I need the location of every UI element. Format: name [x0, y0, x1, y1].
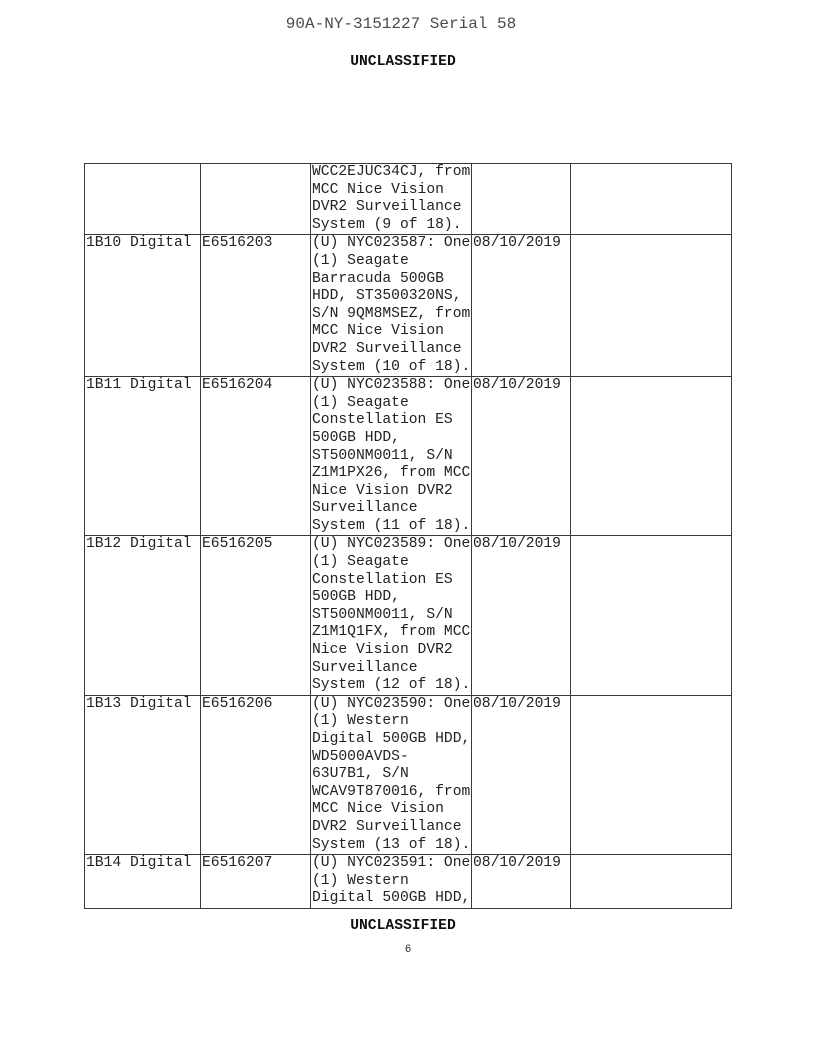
evidence-id-cell: E6516206: [201, 695, 311, 854]
description-cell: WCC2EJUC34CJ, from MCC Nice Vision DVR2 Surveillance System (9 of 18).: [311, 164, 472, 235]
description-cell: (U) NYC023591: One (1) Western Digital 500GB HDD,: [311, 855, 472, 909]
table-row: [85, 235, 732, 377]
blank-cell: [571, 235, 732, 377]
date-cell: 08/10/2019: [472, 377, 571, 536]
date-cell: 08/10/2019: [472, 536, 571, 695]
date-cell: 08/10/2019: [472, 855, 571, 909]
classification-marking-bottom: UNCLASSIFIED: [350, 918, 456, 934]
item-cell: [85, 164, 201, 235]
blank-cell: [571, 855, 732, 909]
evidence-table: [84, 163, 732, 909]
item-cell: 1B11 Digital: [85, 377, 201, 536]
description-cell: (U) NYC023588: One (1) Seagate Constellation ES 500GB HDD, ST500NM0011, S/N Z1M1PX26, from MCC Nice Vision DVR2 Surveillance System (11 of 18).: [311, 377, 472, 536]
evidence-id-cell: E6516204: [201, 377, 311, 536]
table-row: [85, 164, 732, 235]
classification-marking-top: UNCLASSIFIED: [350, 54, 456, 70]
date-cell: [472, 164, 571, 235]
blank-cell: [571, 695, 732, 854]
blank-cell: [571, 164, 732, 235]
item-cell: 1B10 Digital: [85, 235, 201, 377]
evidence-id-cell: [201, 164, 311, 235]
item-cell: 1B12 Digital: [85, 536, 201, 695]
item-cell: 1B14 Digital: [85, 855, 201, 909]
table-row: [85, 536, 732, 695]
description-cell: (U) NYC023587: One (1) Seagate Barracuda 500GB HDD, ST3500320NS, S/N 9QM8MSEZ, from MCC Nice Vision DVR2 Surveillance System (10 of 18).: [311, 235, 472, 377]
document-serial: 90A-NY-3151227 Serial 58: [285, 15, 517, 33]
description-cell: (U) NYC023589: One (1) Seagate Constellation ES 500GB HDD, ST500NM0011, S/N Z1M1Q1FX, from MCC Nice Vision DVR2 Surveillance System (12 of 18).: [311, 536, 472, 695]
table-row: [85, 695, 732, 854]
blank-cell: [571, 536, 732, 695]
evidence-id-cell: E6516207: [201, 855, 311, 909]
blank-cell: [571, 377, 732, 536]
page-number: 6: [404, 944, 412, 956]
table-row: [85, 855, 732, 909]
table-row: [85, 377, 732, 536]
item-cell: 1B13 Digital: [85, 695, 201, 854]
date-cell: 08/10/2019: [472, 235, 571, 377]
evidence-id-cell: E6516203: [201, 235, 311, 377]
description-cell: (U) NYC023590: One (1) Western Digital 500GB HDD, WD5000AVDS- 63U7B1, S/N WCAV9T870016, from MCC Nice Vision DVR2 Surveillance System (13 of 18).: [311, 695, 472, 854]
evidence-id-cell: E6516205: [201, 536, 311, 695]
date-cell: 08/10/2019: [472, 695, 571, 854]
